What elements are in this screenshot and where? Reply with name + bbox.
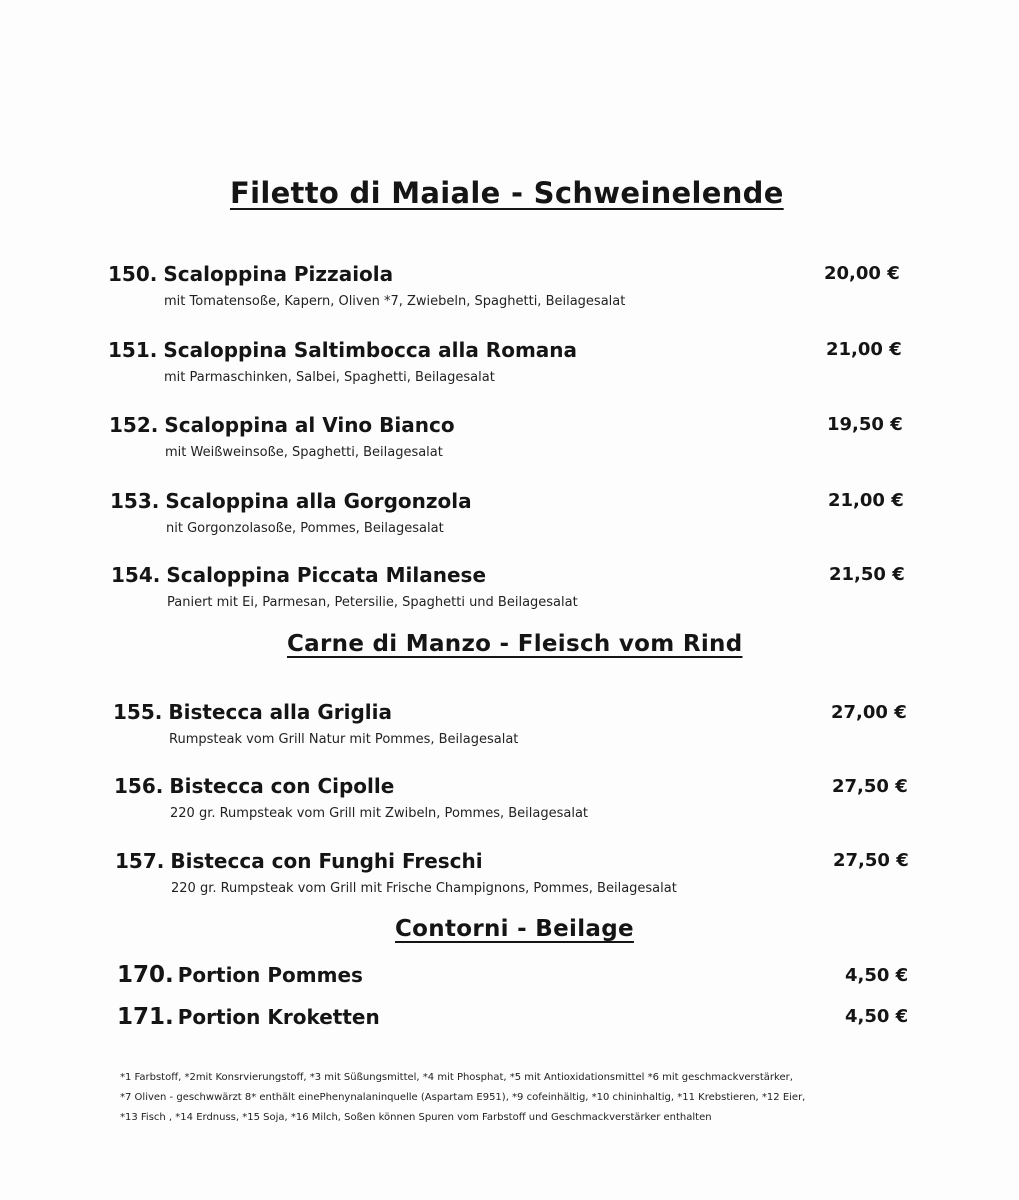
item-name: Portion Pommes	[177, 963, 363, 987]
item-description: mit Tomatensoße, Kapern, Oliven *7, Zwiebeln, Spaghetti, Beilagesalat	[164, 294, 626, 309]
menu-item-152	[109, 413, 455, 460]
item-name: Scaloppina alla Gorgonzola	[165, 489, 472, 513]
item-description: Paniert mit Ei, Parmesan, Petersilie, Spaghetti und Beilagesalat	[167, 595, 578, 610]
footnote-line: *1 Farbstoff, *2mit Konsrvierungstoff, *3 mit Süßungsmittel, *4 mit Phosphat, *5 mit Antioxidationsmittel *6 mit geschmackverstärker,	[120, 1072, 793, 1083]
item-number: 171.	[117, 1004, 174, 1030]
item-description: nit Gorgonzolasoße, Pommes, Beilagesalat	[166, 521, 444, 536]
footnote-line: *13 Fisch , *14 Erdnuss, *15 Soja, *16 Milch, Soßen können Spuren vom Farbstoff und Geschmackverstärker enthalten	[120, 1112, 712, 1123]
item-price: 19,50 €	[827, 414, 903, 435]
item-name: Bistecca alla Griglia	[168, 700, 392, 724]
item-description: 220 gr. Rumpsteak vom Grill mit Frische Champignons, Pommes, Beilagesalat	[171, 881, 677, 896]
item-description: 220 gr. Rumpsteak vom Grill mit Zwibeln, Pommes, Beilagesalat	[170, 806, 589, 821]
item-number: 170.	[117, 962, 174, 988]
item-number: 153.	[110, 489, 160, 513]
menu-item-151	[108, 338, 577, 385]
footnote-line: *7 Oliven - geschwwärzt 8* enthält einePhenynalaninquelle (Aspartam E951), *9 cofeinhältig, *10 chininhaltig, *11 Krebstieren, *12 Eier,	[120, 1092, 806, 1103]
item-number: 151.	[108, 338, 158, 362]
item-price: 21,50 €	[829, 564, 905, 585]
item-description: Rumpsteak vom Grill Natur mit Pommes, Beilagesalat	[169, 732, 519, 747]
item-price: 21,00 €	[828, 490, 904, 511]
section-title-pork: Filetto di Maiale - Schweinelende	[230, 176, 784, 210]
item-description: mit Parmaschinken, Salbei, Spaghetti, Beilagesalat	[164, 370, 495, 385]
section-title-beef: Carne di Manzo - Fleisch vom Rind	[287, 631, 743, 657]
item-price: 27,00 €	[831, 702, 907, 723]
menu-item-150	[108, 262, 625, 309]
item-name: Scaloppina al Vino Bianco	[164, 413, 455, 437]
item-price: 27,50 €	[832, 776, 908, 797]
menu-item-154	[111, 563, 578, 610]
menu-item-171	[117, 1004, 380, 1030]
item-price: 4,50 €	[845, 965, 909, 986]
menu-item-155	[113, 700, 518, 747]
item-name: Scaloppina Pizzaiola	[163, 262, 394, 286]
item-price: 20,00 €	[824, 263, 900, 284]
menu-item-170	[117, 962, 363, 988]
item-name: Portion Kroketten	[177, 1005, 380, 1029]
menu-item-157	[115, 849, 677, 896]
item-name: Bistecca con Funghi Freschi	[170, 849, 483, 873]
item-price: 4,50 €	[845, 1006, 909, 1027]
menu-item-153	[110, 489, 472, 536]
menu-item-156	[114, 774, 588, 821]
item-name: Scaloppina Piccata Milanese	[166, 563, 487, 587]
item-description: mit Weißweinsoße, Spaghetti, Beilagesalat	[165, 445, 443, 460]
item-number: 155.	[113, 700, 163, 724]
item-price: 27,50 €	[833, 850, 909, 871]
item-number: 152.	[109, 413, 159, 437]
item-number: 150.	[108, 262, 158, 286]
item-number: 154.	[111, 563, 161, 587]
item-number: 157.	[115, 849, 165, 873]
item-number: 156.	[114, 774, 164, 798]
item-price: 21,00 €	[826, 339, 902, 360]
section-title-sides: Contorni - Beilage	[395, 916, 634, 942]
item-name: Bistecca con Cipolle	[169, 774, 395, 798]
item-name: Scaloppina Saltimbocca alla Romana	[163, 338, 578, 362]
allergen-footnotes	[120, 1068, 805, 1128]
